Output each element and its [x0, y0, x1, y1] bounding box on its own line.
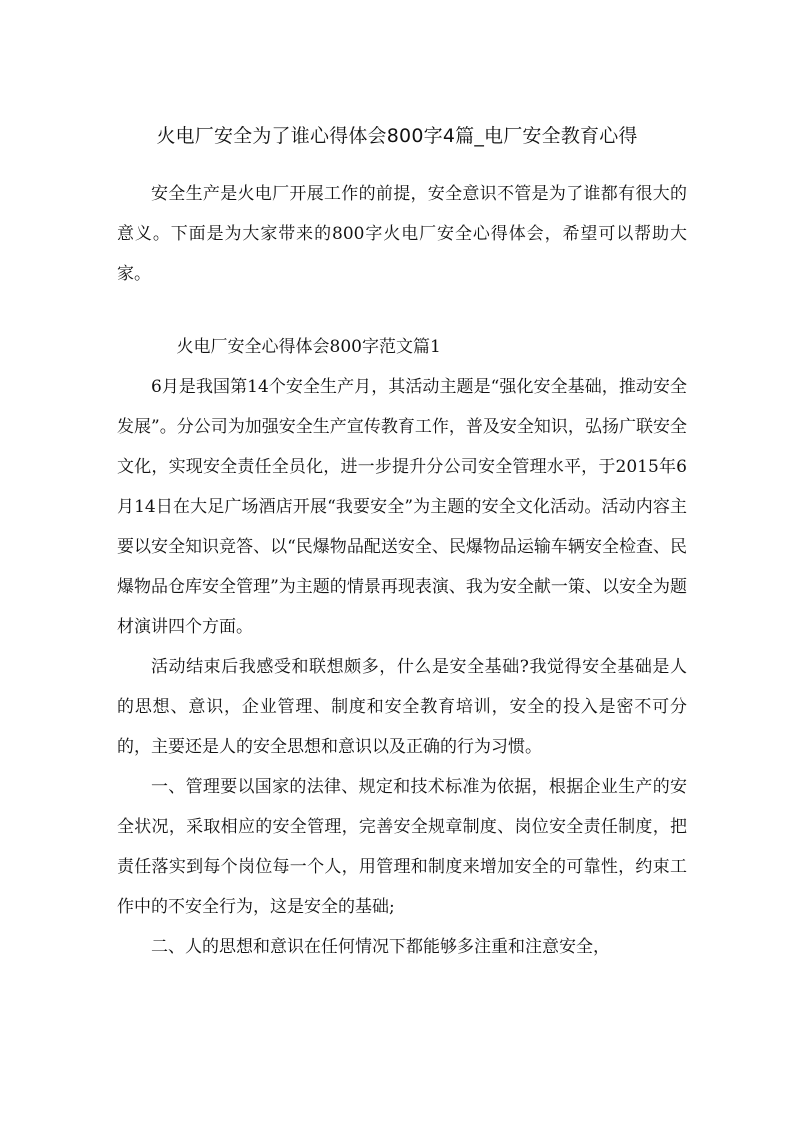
- section-heading: 火电厂安全心得体会800字范文篇1: [176, 337, 441, 357]
- body-paragraph-1: 6月是我国第14个安全生产月，其活动主题是“强化安全基础，推动安全发展”。分公司为加强安全生产宣传教育工作，普及安全知识，弘扬广联安全文化，实现安全责任全员化，进一步提升分公司安全管理水平，于2015年6月14日在大足广场酒店开展“我要安全”为主题的安全文化活动。活动内容主要以安全知识竞答、以“民爆物品配送安全、民爆物品运输车辆安全检查、民爆物品仓库安全管理”为主题的情景再现表演、我为安全献一策、以安全为题材演讲四个方面。: [117, 377, 687, 637]
- body-paragraph-2: 活动结束后我感受和联想颇多，什么是安全基础?我觉得安全基础是人的思想、意识，企业管理、制度和安全教育培训，安全的投入是密不可分的，主要还是人的安全思想和意识以及正确的行为习惯。: [117, 657, 687, 757]
- document-title: 火电厂安全为了谁心得体会800字4篇_电厂安全教育心得: [156, 125, 638, 147]
- intro-paragraph: 安全生产是火电厂开展工作的前提，安全意识不管是为了谁都有很大的意义。下面是为大家带来的800字火电厂安全心得体会，希望可以帮助大家。: [117, 184, 687, 284]
- body-paragraph-3: 一、管理要以国家的法律、规定和技术标准为依据，根据企业生产的安全状况，采取相应的安全管理，完善安全规章制度、岗位安全责任制度，把责任落实到每个岗位每一个人，用管理和制度来增加安全的可靠性，约束工作中的不安全行为，这是安全的基础;: [117, 777, 687, 917]
- body-paragraph-4: 二、人的思想和意识在任何情况下都能够多注重和注意安全，: [151, 937, 610, 957]
- document-body: [117, 174, 687, 967]
